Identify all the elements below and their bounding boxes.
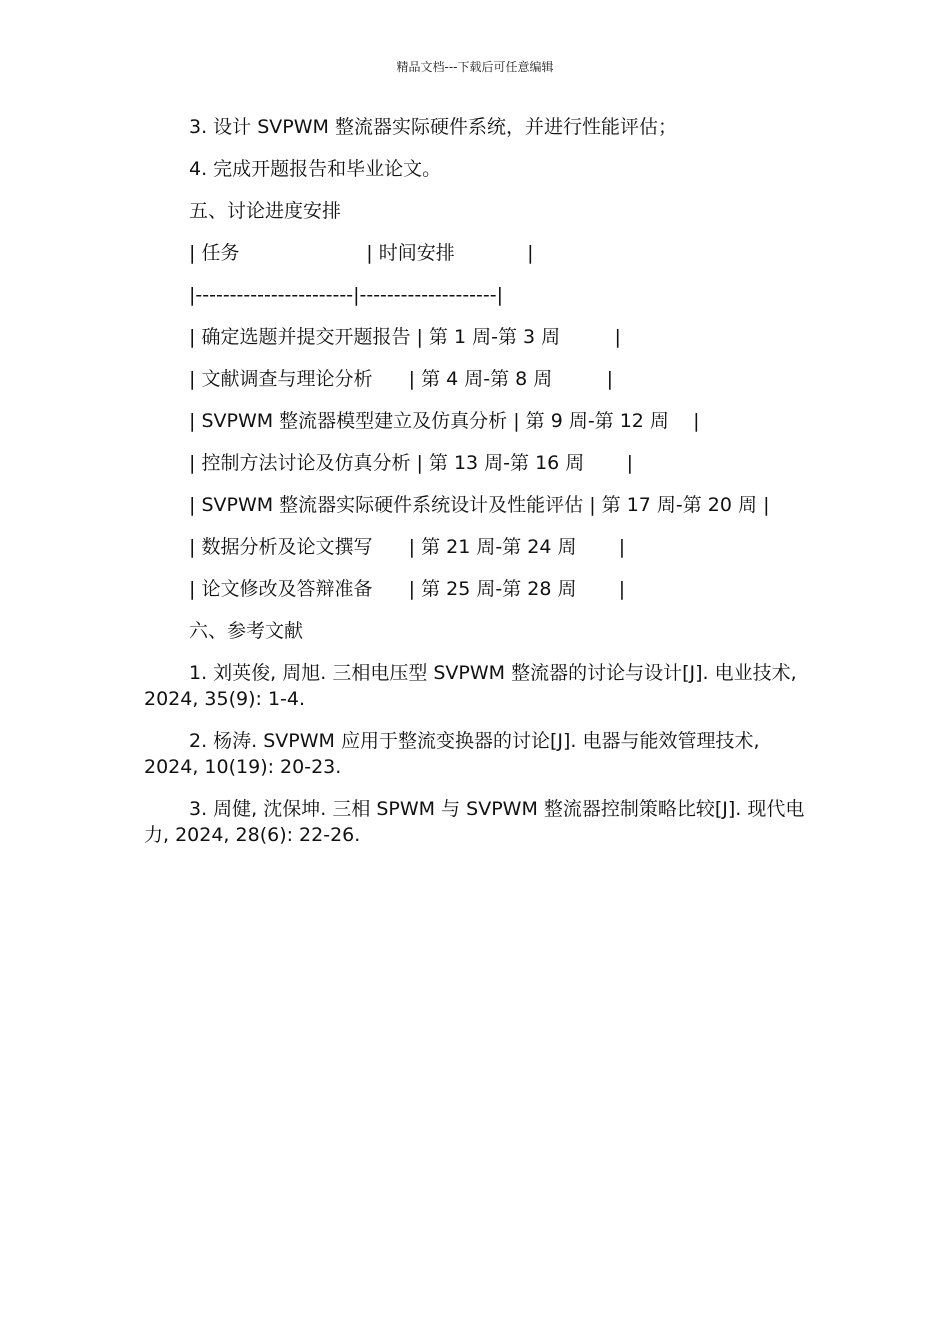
reference-item: 2. 杨涛. SVPWM 应用于整流变换器的讨论[J]. 电器与能效管理技术, 2024, 10(19): 20-23.	[144, 730, 766, 778]
section-heading-references: 六、参考文献	[189, 620, 304, 642]
table-row: | SVPWM 整流器模型建立及仿真分析 | 第 9 周-第 12 周 |	[189, 410, 700, 432]
page-header: 精品文档---下载后可任意编辑	[396, 60, 554, 74]
section-heading-schedule: 五、讨论进度安排	[189, 200, 342, 222]
list-item-3: 3. 设计 SVPWM 整流器实际硬件系统，并进行性能评估；	[189, 116, 677, 138]
table-row: | 控制方法讨论及仿真分析 | 第 13 周-第 16 周 |	[189, 452, 633, 474]
table-row: | 文献调查与理论分析 | 第 4 周-第 8 周 |	[189, 368, 614, 390]
table-row: | 确定选题并提交开题报告 | 第 1 周-第 3 周 |	[189, 326, 621, 348]
table-row: | 数据分析及论文撰写 | 第 21 周-第 24 周 |	[189, 536, 626, 558]
list-item-4: 4. 完成开题报告和毕业论文。	[189, 158, 442, 180]
table-separator-row: |-----------------------|--------------------|	[189, 284, 504, 306]
reference-item: 1. 刘英俊, 周旭. 三相电压型 SVPWM 整流器的讨论与设计[J]. 电业技术, 2024, 35(9): 1-4.	[144, 662, 803, 710]
document-body	[144, 114, 812, 864]
reference-item: 3. 周健, 沈保坤. 三相 SPWM 与 SVPWM 整流器控制策略比较[J]. 现代电力, 2024, 28(6): 22-26.	[144, 798, 805, 846]
table-row: | 论文修改及答辩准备 | 第 25 周-第 28 周 |	[189, 578, 626, 600]
table-row: | SVPWM 整流器实际硬件系统设计及性能评估 | 第 17 周-第 20 周 |	[189, 494, 770, 516]
table-header-row: | 任务 | 时间安排 |	[189, 242, 534, 264]
